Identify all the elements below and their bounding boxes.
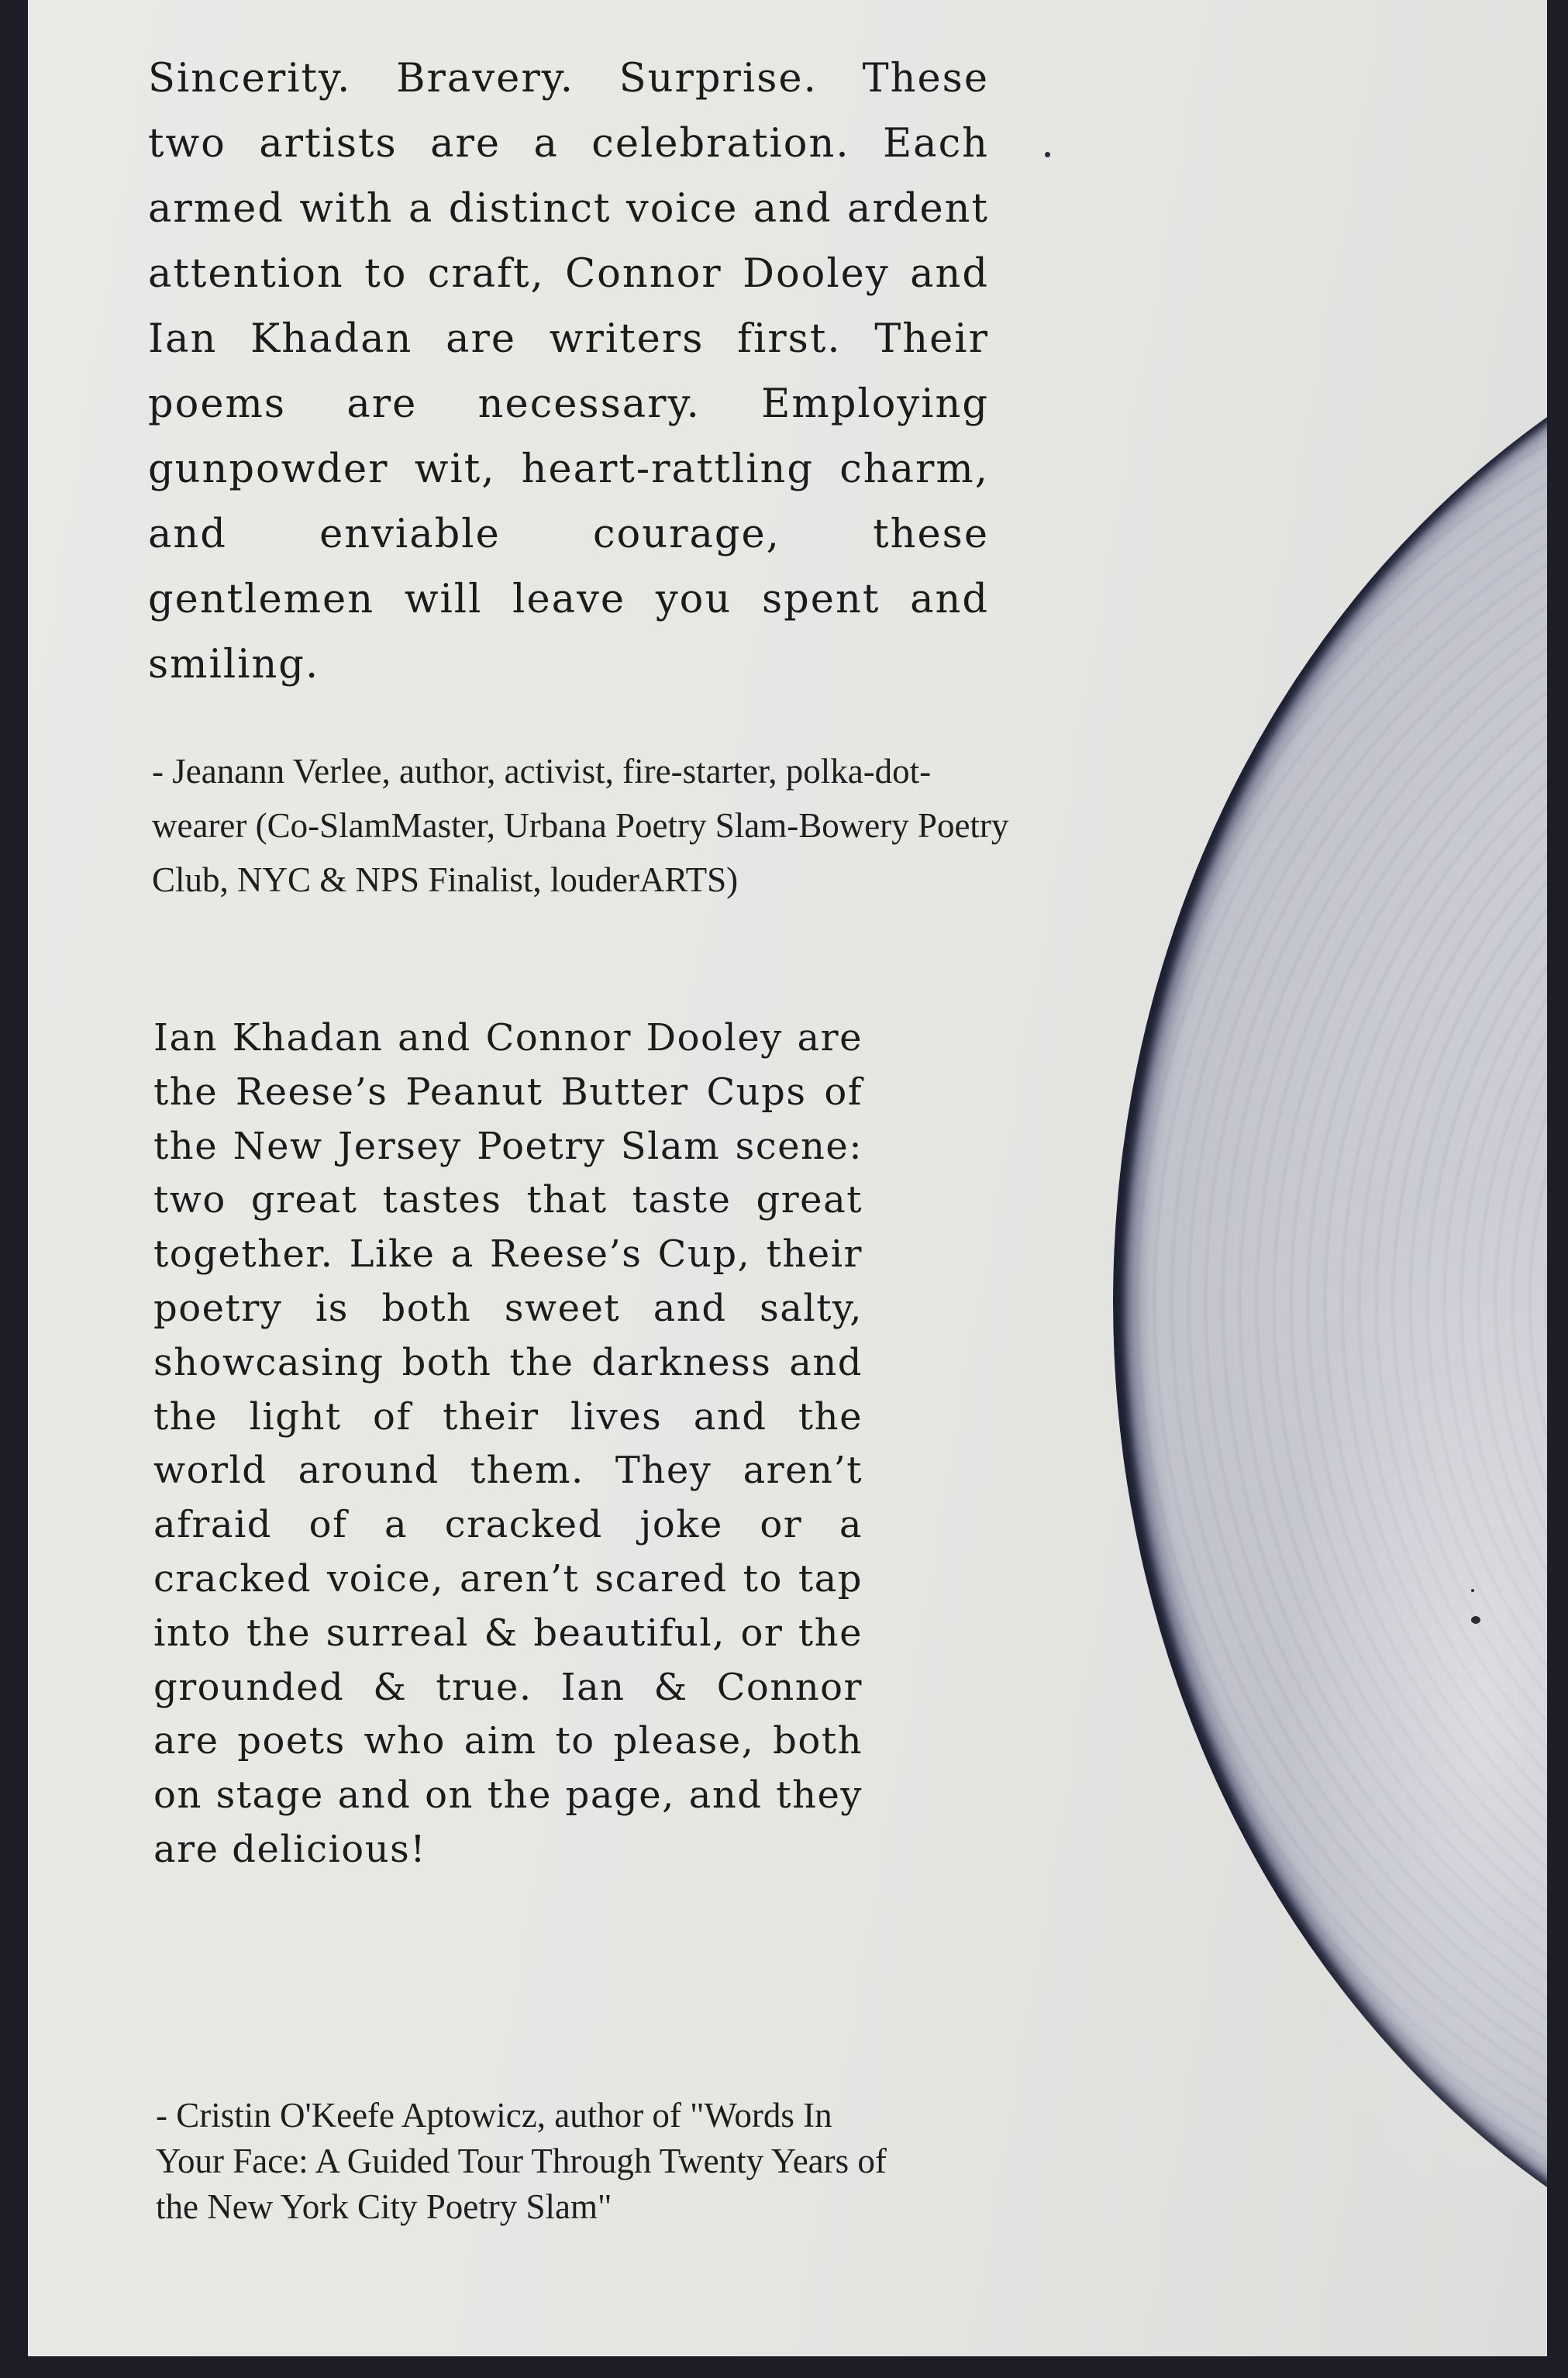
paper-speck (1045, 152, 1050, 157)
paper-speck (1471, 1589, 1474, 1592)
book-back-cover (28, 0, 1547, 2356)
blurb-quote-aptowicz: Ian Khadan and Connor Dooley are the Reese’s Peanut Butter Cups of the New Jersey Poetry Slam scene: two great tastes that taste great together. Like a Reese’s Cup, their poetry is both sweet and salty, showcasing both the darkness and the light of their lives and the world around them. They aren’t afraid of a cracked joke or a cracked voice, aren’t scared to tap into the surreal & beautiful, or the grounded & true. Ian & Connor are poets who aim to please, both on stage and on the page, and they are delicious! (153, 1016, 863, 1871)
paper-speck (1471, 1616, 1480, 1624)
blurb-attribution-aptowicz: - Cristin O'Keefe Aptowicz, author of "Words In Your Face: A Guided Tour Through Twenty Years of the New York City Poetry Slam" (156, 2096, 887, 2226)
blurb-quote-verlee: Sincerity. Bravery. Surprise. These two artists are a celebration. Each armed with a distinct voice and ardent attention to craft, Connor Dooley and Ian Khadan are writers first. Their poems are necessary. Employing gunpowder wit, heart-rattling charm, and enviable courage, these gentlemen will leave you spent and smiling. (148, 56, 989, 688)
blurb-attribution-verlee: - Jeanann Verlee, author, activist, fire-starter, polka-dot-wearer (Co-SlamMaster, Urbana Poetry Slam-Bowery Poetry Club, NYC & NPS Finalist, louderARTS) (152, 752, 1009, 899)
